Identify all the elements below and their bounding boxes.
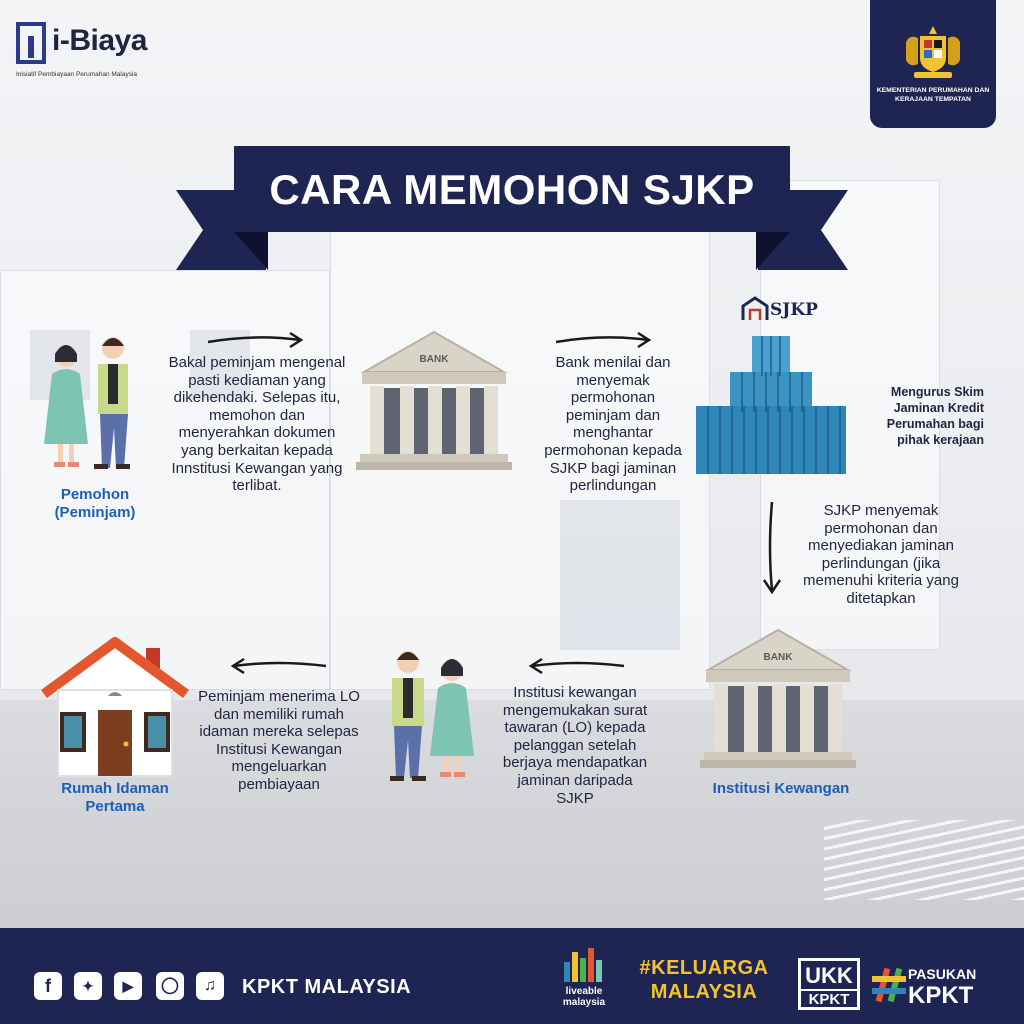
instagram-icon[interactable]: ◯ — [156, 972, 184, 1000]
partner-ukk-top: UKK — [805, 963, 853, 988]
arrow-left-icon — [228, 656, 328, 676]
sjkp-logo-icon — [740, 296, 770, 322]
background-road-markings — [824, 820, 1024, 900]
footer — [0, 928, 1024, 1024]
step5-text: Peminjam menerima LO dan memiliki rumah idaman mereka selepas Institusi Kewangan mengeluarkan pembiayaan — [198, 688, 360, 793]
coat-of-arms-icon — [900, 22, 966, 82]
twitter-icon[interactable]: ✦ — [74, 972, 102, 1000]
logo-subtitle: Inisiatif Pembiayaan Perumahan Malaysia — [16, 71, 138, 78]
step4-text: Institusi kewangan mengemukakan surat tawaran (LO) kepada pelanggan setelah berjaya mendapatkan jaminan daripada SJKP — [502, 684, 648, 807]
partner-liveable: liveable malaysia — [562, 986, 606, 1008]
partner-pasukan-bottom: KPKT — [908, 982, 974, 1009]
liveable-malaysia-logo-icon — [562, 948, 606, 982]
ministry-name: KEMENTERIAN PERUMAHAN DAN KERAJAAN TEMPATAN — [876, 87, 990, 103]
facebook-icon[interactable]: f — [34, 972, 62, 1000]
arrow-left-icon — [526, 656, 626, 676]
financial-institution-icon — [700, 626, 856, 768]
home-caption: Rumah Idaman Pertama — [61, 780, 169, 815]
step1-text: Bakal peminjam mengenal pasti kediaman yang dikehendaki. Selepas itu, memohon dan menyerahkan dokumen yang berkaitan kepada Innstitusi Kewangan yang terlibat. — [168, 354, 346, 495]
sjkp-logo-text: SJKP — [770, 300, 818, 320]
couple-illustration-owner — [382, 646, 482, 786]
arrow-right-icon — [206, 330, 306, 350]
sjkp-note: Mengurus Skim Jaminan Kredit Perumahan bagi pihak kerajaan — [886, 385, 984, 447]
bank-icon — [356, 328, 512, 470]
arrow-down-icon — [760, 500, 784, 596]
partner-keluarga: #KELUARGA MALAYSIA — [639, 957, 769, 1003]
ibiaya-logo — [16, 22, 176, 88]
bank-sign-label-2: BANK — [763, 652, 793, 663]
partner-ukk-bottom: KPKT — [801, 989, 857, 1008]
partner-pasukan-top: PASUKAN — [908, 966, 977, 982]
step3-text: SJKP menyemak permohonan dan menyediakan jaminan perlindungan (jika memenuhi kriteria yang ditetapkan — [803, 502, 959, 607]
pasukan-kpkt-logo-icon — [872, 968, 906, 1002]
bank-sign-label: BANK — [419, 354, 449, 365]
youtube-icon[interactable]: ▶ — [114, 972, 142, 1000]
ministry-badge — [870, 0, 996, 128]
sjkp-building-icon — [696, 336, 846, 474]
title-banner — [234, 146, 790, 232]
social-handle: KPKT MALAYSIA — [242, 976, 412, 998]
couple-illustration-applicant — [38, 330, 148, 475]
institution-caption: Institusi Kewangan — [712, 780, 850, 797]
step2-text: Bank menilai dan menyemak permohonan peminjam dan menghantar permohonan kepada SJKP bagi jaminan perlindungan — [544, 354, 682, 495]
tiktok-icon[interactable]: ♫ — [196, 972, 224, 1000]
partner-ukk-logo — [798, 958, 860, 1010]
house-icon — [40, 638, 190, 776]
page-title: CARA MEMOHON SJKP — [269, 166, 755, 213]
house-logo-icon — [16, 22, 46, 64]
applicant-caption: Pemohon (Peminjam) — [54, 486, 136, 521]
arrow-right-icon — [554, 330, 654, 350]
logo-text: i-Biaya — [52, 24, 147, 57]
background-window — [560, 500, 680, 650]
